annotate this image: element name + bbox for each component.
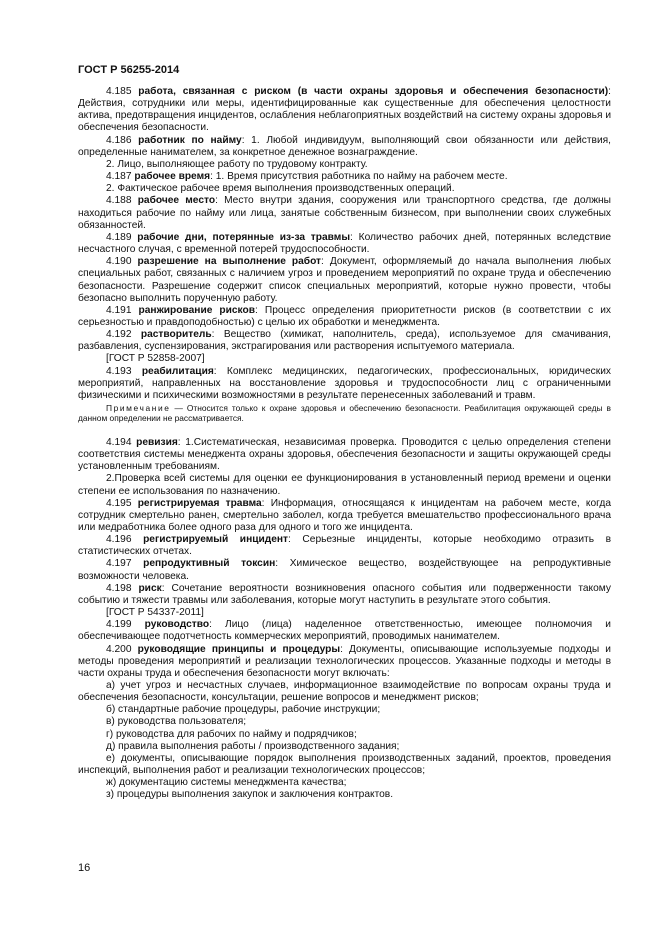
- entry-term: растворитель: [140, 329, 212, 341]
- entry-term: руководство: [144, 619, 210, 631]
- entry-4-186: 4.186 работник по найму: 1. Любой индивидуум, выполняющий свои обязанности или действия, определенные нанимателем, за конкретное денежное вознаграждение.: [78, 134, 611, 158]
- entry-term: регистрируемая травма: [137, 497, 262, 509]
- entry-note: Примечание — Относится только к охране здоровья и обеспечению безопасности. Реабилитация окружающей среды в данном определении не рассматривается.: [78, 403, 611, 424]
- entry-4-199: 4.199 руководство: Лицо (лица) наделенное ответственностью, имеющее полномочия и обеспечивающее подотчетность коммерческих мероприятий, проводимых нанимателем.: [78, 619, 611, 643]
- entry-sub-text: 2.Проверка всей системы для оценки ее функционирования в установленный период времени и оценки степени ее использования по назначению.: [78, 473, 611, 497]
- entry-4-187: 4.187 рабочее время: 1. Время присутствия работника по найму на рабочем месте.: [106, 171, 508, 183]
- entry-4-200: 4.200 руководящие принципы и процедуры: Документы, описывающие используемые подходы и методы проведения мероприятий и реализации технологических процессов. Указанные подходы и методы в части охраны труда и обеспечения безопасности могут включать:: [78, 643, 611, 679]
- entry-term: реабилитация: [141, 365, 214, 377]
- entry-4-197: 4.197 репродуктивный токсин: Химическое вещество, воздействующее на репродуктивные возможности человека.: [78, 558, 611, 582]
- entry-4-193: 4.193 реабилитация: Комплекс медицинских, педагогических, профессиональных, юридических мероприятий, направленных на восстановление здоровья и трудоспособности лиц с ограниченными физическими и психическими возможностями в результате перенесенных заболеваний и травм.: [78, 365, 611, 401]
- entry-4-188: 4.188 рабочее место: Место внутри здания, сооружения или транспортного средства, где должны находиться рабочие по найму или лица, занятые собственным бизнесом, при выполнении своих служебных обязанностей.: [78, 195, 611, 231]
- entry-term: рабочее место: [137, 195, 216, 207]
- entry-4-191: 4.191 ранжирование рисков: Процесс определения приоритетности рисков (в соответствии с их серьезностью и правдоподобностью) с целью их обработки и менеджмента.: [78, 304, 611, 328]
- entry-4-185: 4.185 работа, связанная с риском (в части охраны здоровья и обеспечения безопасности): Действия, сотрудники или меры, идентифицированные как существенные для обеспечения целостности актива, предотвращения инцидентов, ослабления неблагоприятных воздействий на систему охраны здоровья и обеспечения безопасности.: [78, 86, 612, 134]
- entry-sub-text: 2. Лицо, выполняющее работу по трудовому контракту.: [106, 158, 368, 170]
- entry-term: рабочее время: [134, 171, 211, 183]
- entry-4-190: 4.190 разрешение на выполнение работ: Документ, оформляемый до начала выполнения любых специальных работ, связанных с наличием угроз и проведением мероприятий по охране труда и обеспечению безопасности. Разрешение содержит список специальных мероприятий, которые нужно провести, чтобы безопасно выполнить порученную работу.: [78, 256, 611, 304]
- note-label: Примечание: [106, 403, 171, 414]
- entry-term: руководящие принципы и процедуры: [137, 643, 341, 655]
- document-body: [78, 86, 611, 802]
- entry-term: рабочие дни, потерянные из-за травмы: [137, 231, 351, 243]
- document-header: ГОСТ Р 56255-2014: [78, 64, 180, 76]
- list-item: б) стандартные рабочие процедуры, рабочие инструкции;: [106, 704, 381, 716]
- list-item: а) учет угроз и несчастных случаев, информационное взаимодействие по вопросам охраны труда и обеспечения безопасности, консультации, решение вопросов и менеджмент рисков;: [78, 680, 611, 704]
- list-item: ж) документацию системы менеджмента качества;: [106, 777, 347, 789]
- entry-term: регистрируемый инцидент: [143, 534, 289, 546]
- list-item: в) руководства пользователя;: [106, 716, 247, 728]
- entry-4-198: 4.198 риск: Сочетание вероятности возникновения опасного события или подверженности такому событию и тяжести травмы или заболевания, которые могут наступить в результате этого события.: [78, 582, 611, 606]
- entry-4-195: 4.195 регистрируемая травма: Информация, относящаяся к инцидентам на рабочем месте, когда сотрудник смертельно ранен, смертельно заболел, когда требуется вмешательство профессионального врача или медработника более одного раза для одного и того же инцидента.: [78, 497, 611, 533]
- entry-term: репродуктивный токсин: [143, 558, 276, 570]
- list-item: з) процедуры выполнения закупок и заключения контрактов.: [106, 789, 394, 801]
- list-item: е) документы, описывающие порядок выполнения производственных заданий, проектов, проведения инспекций, выполнения работ и реализации технологических процессов;: [78, 752, 611, 777]
- entry-sub-text: 2. Фактическое рабочее время выполнения производственных операций.: [106, 183, 455, 195]
- entry-reference: [ГОСТ Р 52858-2007]: [106, 353, 205, 365]
- page-number: 16: [78, 862, 91, 874]
- entry-term: риск: [138, 582, 162, 594]
- entry-term: работник по найму: [138, 134, 242, 146]
- entry-term: работа, связанная с риском (в части охраны здоровья и обеспечения безопасности): [138, 86, 609, 97]
- entry-term: разрешение на выполнение работ: [137, 256, 322, 268]
- entry-4-194: 4.194 ревизия: 1.Систематическая, независимая проверка. Проводится с целью определения степени соответствия системы менеджента охраны здоровья, обеспечения безопасности и защиты окружающей среды установленным требованиям.: [78, 436, 611, 473]
- entry-4-192: 4.192 растворитель: Вещество (химикат, наполнитель, среда), используемое для смачивания, разбавления, суспензирования, экстрагирования или растворения испытуемого материала.: [78, 329, 611, 353]
- list-item: г) руководства для рабочих по найму и подрядчиков;: [106, 728, 357, 740]
- entry-4-189: 4.189 рабочие дни, потерянные из-за травмы: Количество рабочих дней, потерянных вследствие несчастного случая, с временной потерей трудоспособности.: [78, 231, 611, 256]
- entry-term: ревизия: [136, 436, 178, 448]
- entry-reference: [ГОСТ Р 54337-2011]: [106, 607, 204, 619]
- entry-term: ранжирование рисков: [138, 304, 256, 316]
- entry-4-196: 4.196 регистрируемый инцидент: Серьезные инциденты, которые необходимо отразить в статистических отчетах.: [78, 534, 611, 558]
- list-item: д) правила выполнения работы / производственного задания;: [106, 740, 400, 752]
